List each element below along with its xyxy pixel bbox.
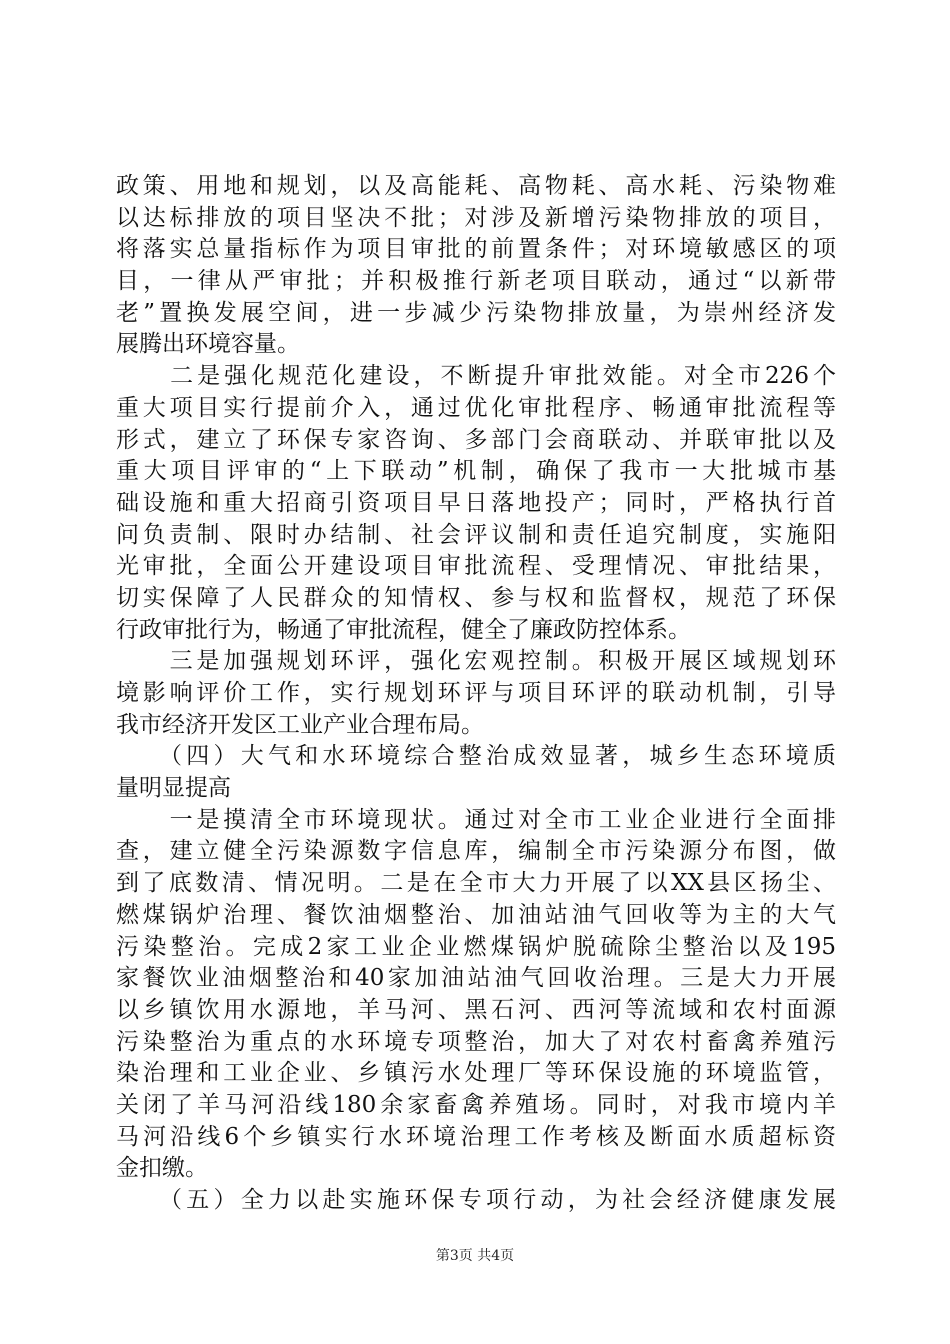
text-line: 政策、用地和规划，以及高能耗、高物耗、高水耗、污染物难 (116, 173, 836, 199)
text-line: 一是摸清全市环境现状。通过对全市工业企业进行全面排 (116, 806, 836, 833)
text-line: 金扣缴。 (116, 1155, 208, 1182)
text-line: （四）大气和水环境综合整治成效显著，城乡生态环境质 (116, 743, 836, 770)
text-line: 家餐饮业油烟整治和40家加油站油气回收治理。三是大力开展 (116, 965, 836, 992)
text-line: 以乡镇饮用水源地，羊马河、黑石河、西河等流域和农村面源 (116, 996, 836, 1023)
text-line: （五）全力以赴实施环保专项行动，为社会经济健康发展 (116, 1187, 836, 1213)
text-line: 将落实总量指标作为项目审批的前置条件；对环境敏感区的项 (116, 236, 836, 263)
text-line: 目，一律从严审批；并积极推行新老项目联动，通过“以新带 (116, 268, 836, 295)
text-line: 燃煤锅炉治理、餐饮油烟整治、加油站油气回收等为主的大气 (116, 901, 836, 928)
text-line: 行政审批行为，畅通了审批流程，健全了廉政防控体系。 (116, 616, 691, 643)
text-line: 染治理和工业企业、乡镇污水处理厂等环保设施的环境监管， (116, 1060, 836, 1087)
text-line: 查，建立健全污染源数字信息库，编制全市污染源分布图，做 (116, 838, 836, 865)
text-line: 马河沿线6个乡镇实行水环境治理工作考核及断面水质超标资 (116, 1123, 836, 1150)
text-line: 到了底数清、情况明。二是在全市大力开展了以XX县区扬尘、 (116, 870, 836, 897)
text-line: 以达标排放的项目坚决不批；对涉及新增污染物排放的项目， (116, 204, 836, 231)
text-line: 三是加强规划环评，强化宏观控制。积极开展区域规划环 (116, 648, 836, 675)
text-line: 问负责制、限时办结制、社会评议制和责任追究制度，实施阳 (116, 521, 836, 548)
text-line: 重大项目实行提前介入，通过优化审批程序、畅通审批流程等 (116, 394, 836, 421)
text-line: 形式，建立了环保专家咨询、多部门会商联动、并联审批以及 (116, 426, 836, 453)
text-line: 污染整治。完成2家工业企业燃煤锅炉脱硫除尘整治以及195 (116, 933, 836, 960)
text-line: 光审批，全面公开建设项目审批流程、受理情况、审批结果， (116, 553, 836, 580)
text-line: 二是强化规范化建设，不断提升审批效能。对全市226个 (116, 363, 836, 390)
text-line: 展腾出环境容量。 (116, 331, 300, 358)
text-line: 量明显提高 (116, 775, 231, 802)
document-body (116, 171, 836, 1217)
text-line: 我市经济开发区工业产业合理布局。 (116, 711, 484, 738)
text-line: 关闭了羊马河沿线180余家畜禽养殖场。同时，对我市境内羊 (116, 1091, 836, 1118)
text-line: 础设施和重大招商引资项目早日落地投产；同时，严格执行首 (116, 489, 836, 516)
page-footer: 第3页 共4页 (435, 1248, 515, 1264)
text-line: 重大项目评审的“上下联动”机制，确保了我市一大批城市基 (116, 458, 836, 485)
text-line: 老”置换发展空间，进一步减少污染物排放量，为崇州经济发 (116, 299, 836, 326)
text-line: 境影响评价工作，实行规划环评与项目环评的联动机制，引导 (116, 680, 836, 706)
text-line: 切实保障了人民群众的知情权、参与权和监督权，规范了环保 (116, 584, 836, 611)
text-line: 污染整治为重点的水环境专项整治，加大了对农村畜禽养殖污 (116, 1028, 836, 1055)
